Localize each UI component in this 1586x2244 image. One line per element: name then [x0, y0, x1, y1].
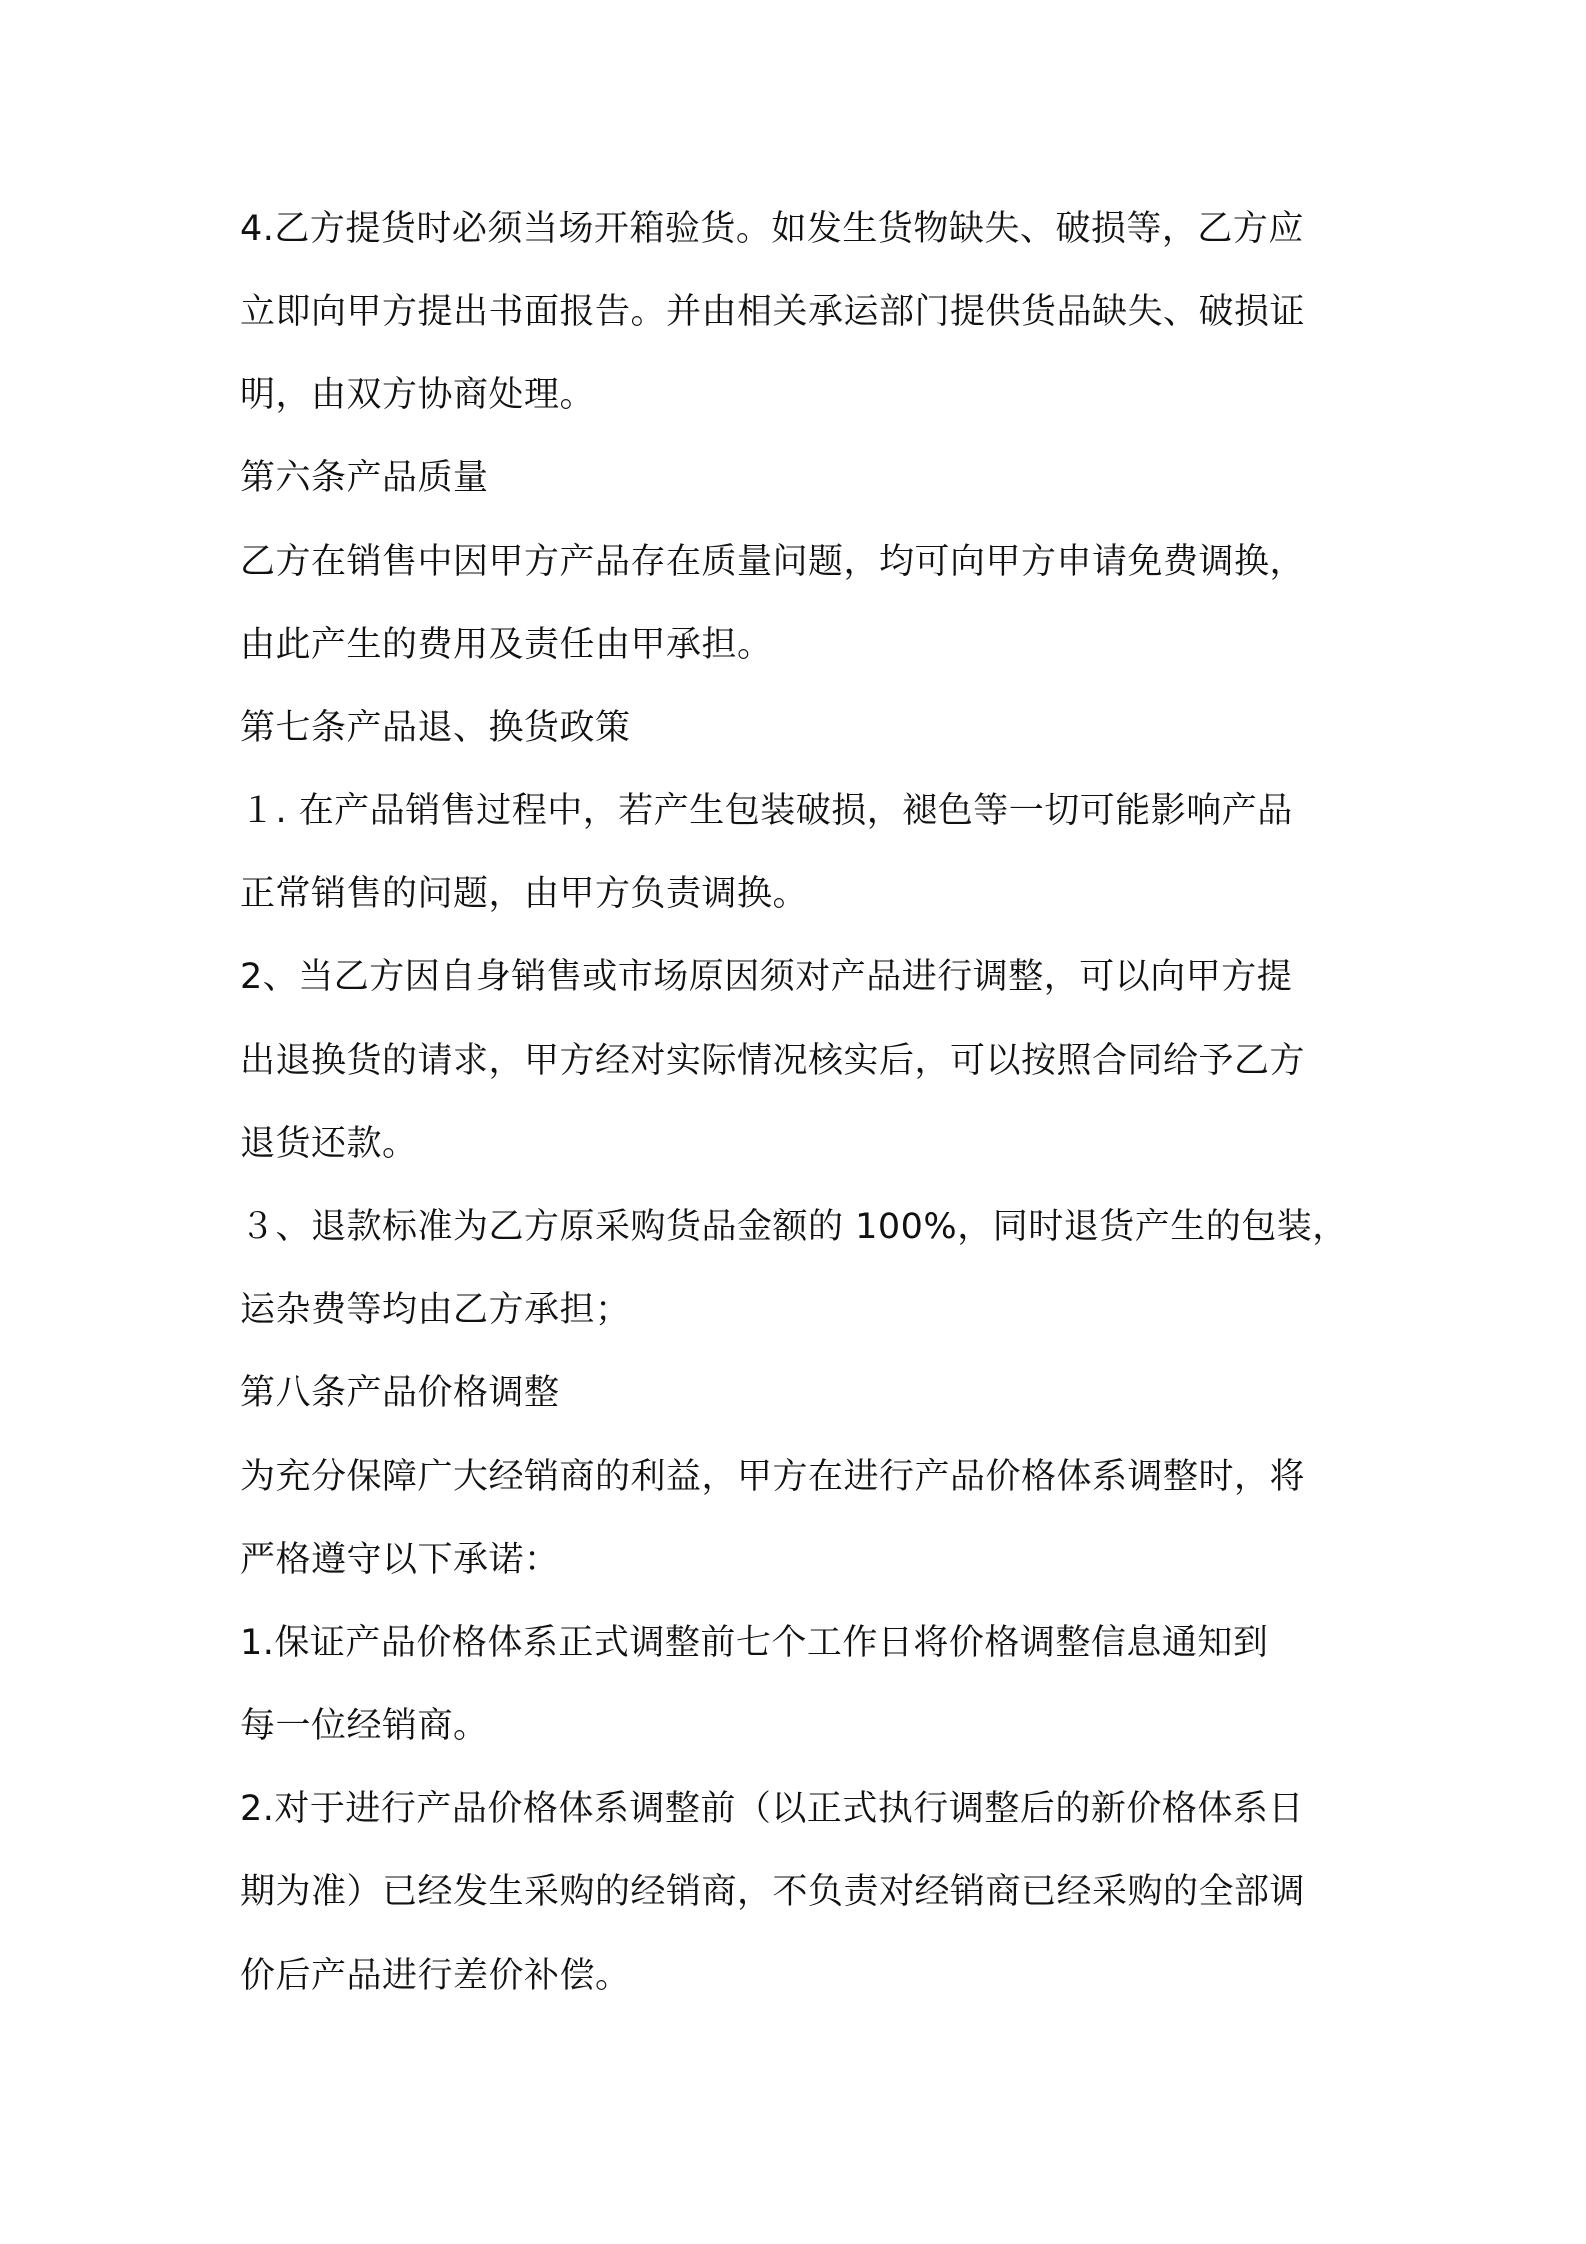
- text-line: 1.保证产品价格体系正式调整前七个工作日将价格调整信息通知到: [240, 1623, 1269, 1663]
- text-line: 出退换货的请求，甲方经对实际情况核实后，可以按照合同给予乙方: [240, 1041, 1306, 1081]
- text-line: 立即向甲方提出书面报告。并由相关承运部门提供货品缺失、破损证: [240, 292, 1306, 332]
- text-line: １. 在产品销售过程中，若产生包装破损，褪色等一切可能影响产品: [240, 791, 1293, 831]
- text-line: 期为准）已经发生采购的经销商，不负责对经销商已经采购的全部调: [240, 1872, 1306, 1912]
- text-line: 明，由双方协商处理。: [240, 375, 596, 415]
- text-line: 2.对于进行产品价格体系调整前（以正式执行调整后的新价格体系日: [240, 1789, 1304, 1829]
- text-line: 乙方在销售中因甲方产品存在质量问题，均可向甲方申请免费调换，: [240, 542, 1306, 582]
- section-heading: 第八条产品价格调整: [240, 1373, 560, 1413]
- text-line: 4.乙方提货时必须当场开箱验货。如发生货物缺失、破损等，乙方应: [240, 209, 1304, 249]
- text-line: 正常销售的问题，由甲方负责调换。: [240, 874, 809, 914]
- section-heading: 第七条产品退、换货政策: [240, 708, 631, 748]
- text-line: 由此产生的费用及责任由甲承担。: [240, 625, 773, 665]
- text-line: 价后产品进行差价补偿。: [240, 1956, 631, 1996]
- text-line: 退货还款。: [240, 1124, 418, 1164]
- text-line: ３、退款标准为乙方原采购货品金额的 100%，同时退货产生的包装，: [240, 1207, 1348, 1247]
- section-heading: 第六条产品质量: [240, 458, 489, 498]
- text-line: 为充分保障广大经销商的利益，甲方在进行产品价格体系调整时，将: [240, 1457, 1306, 1497]
- text-line: 每一位经销商。: [240, 1706, 489, 1746]
- text-line: 严格遵守以下承诺：: [240, 1540, 560, 1580]
- text-line: 运杂费等均由乙方承担；: [240, 1290, 631, 1330]
- text-line: 2、当乙方因自身销售或市场原因须对产品进行调整，可以向甲方提: [240, 957, 1293, 997]
